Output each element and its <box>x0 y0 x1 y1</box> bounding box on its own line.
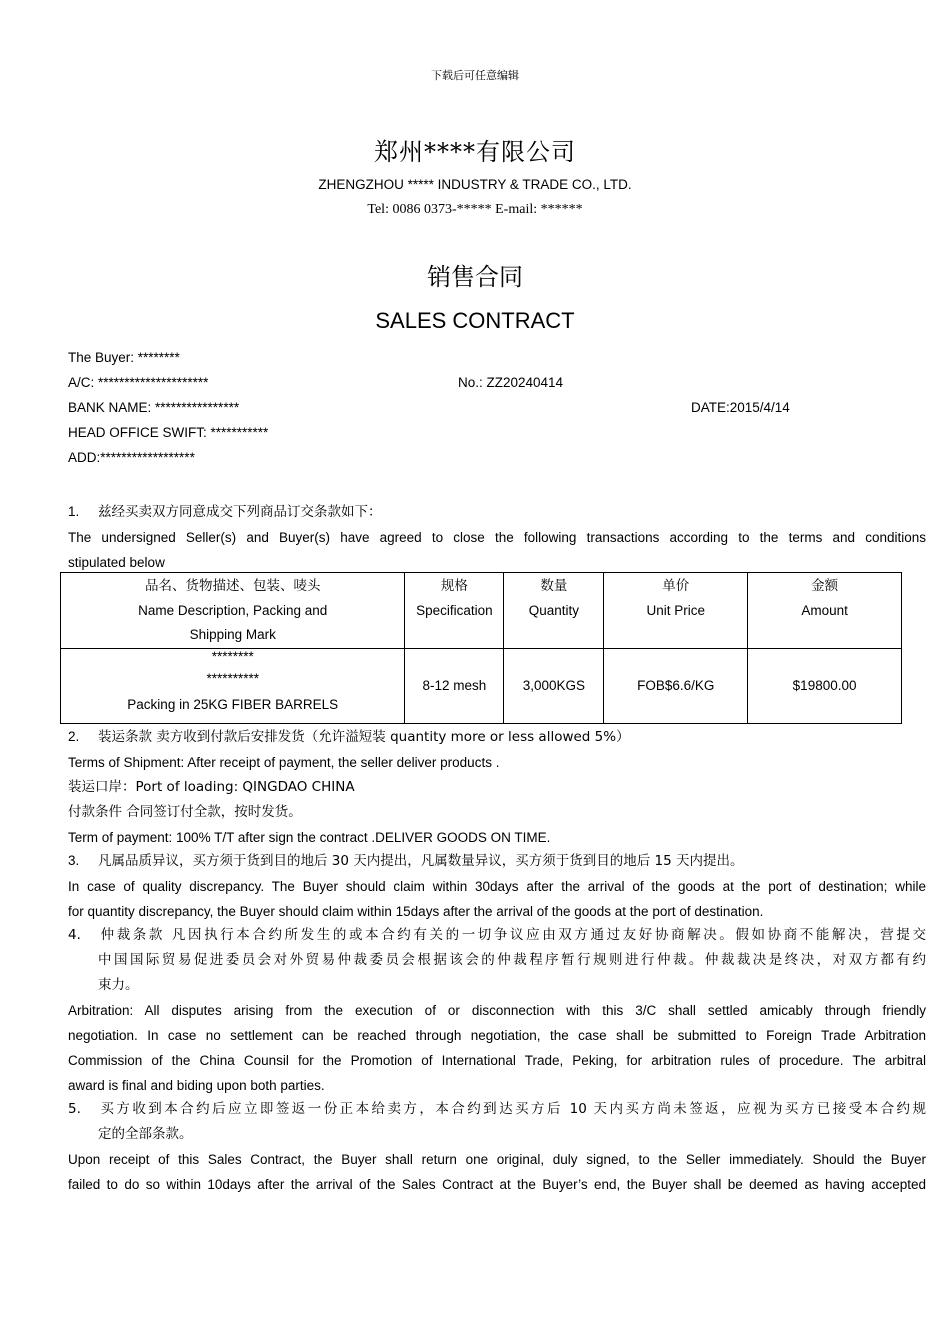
header-unit-price: 单价 Unit Price <box>604 573 748 649</box>
buyer-address: ADD:****************** <box>68 450 195 465</box>
clause-2-port: 装运口岸：Port of loading: QINGDAO CHINA <box>68 779 355 795</box>
clause-4-en-line3: Commission of the China Counsil for the Promotion of International Trade, Peking, for arbitration rules of procedure. The arbitral <box>68 1053 926 1068</box>
buyer-name: The Buyer: ******** <box>68 350 180 365</box>
title-en: SALES CONTRACT <box>375 308 575 333</box>
header-quantity: 数量 Quantity <box>504 573 604 649</box>
company-contact: Tel: 0086 0373-***** E-mail: ****** <box>367 202 583 217</box>
clause-4-en-line4: award is final and biding upon both parties. <box>68 1078 325 1093</box>
clause-5-en-line1: Upon receipt of this Sales Contract, the Buyer shall return one original, duly signed, to the Seller immediately. Should the Buyer <box>68 1152 926 1167</box>
clause-5-cn-line1: 买方收到本合约后应立即签返一份正本给卖方，本合约到达买方后 10 天内买方尚未签返，应视为买方已接受本合约规 <box>98 1101 926 1117</box>
edit-note: 下载后可任意编辑 <box>431 69 519 82</box>
title-cn: 销售合同 <box>427 263 523 291</box>
clause-4-en-line2: negotiation. In case no settlement can be reached through negotiation, the case shall be submitted to Foreign Trade Arbitration <box>68 1028 926 1043</box>
clause-3-en-line2: for quantity discrepancy, the Buyer should claim within 15days after the arrival of the goods at the port of destination. <box>68 904 764 919</box>
goods-table <box>60 572 902 724</box>
bank-name: BANK NAME: **************** <box>68 400 240 415</box>
clause-2-en: Terms of Shipment: After receipt of payment, the seller deliver products . <box>68 755 500 770</box>
clause-2-payment-cn: 付款条件 合同签订付全款，按时发货。 <box>68 804 302 820</box>
clause-4-cn-line2: 中国国际贸易促进委员会对外贸易仲裁委员会根据该会的仲裁程序暂行规则进行仲裁。仲裁裁决是终决，对双方都有约 <box>98 952 926 968</box>
clause-3-en-line1: In case of quality discrepancy. The Buyer should claim within 30days after the arrival of the goods at the port of destination; while <box>68 879 926 894</box>
swift-code: HEAD OFFICE SWIFT: *********** <box>68 425 269 440</box>
cell-specification: 8-12 mesh <box>405 649 504 724</box>
header-amount: 金额 Amount <box>748 573 902 649</box>
cell-unit-price: FOB$6.6/KG <box>604 649 748 724</box>
company-name-en: ZHENGZHOU ***** INDUSTRY & TRADE CO., LTD. <box>318 177 632 192</box>
clause-4-cn-line3: 束力。 <box>98 977 139 993</box>
clause-5-cn-line2: 定的全部条款。 <box>98 1126 193 1142</box>
clause-2-payment-en: Term of payment: 100% T/T after sign the contract .DELIVER GOODS ON TIME. <box>68 830 551 845</box>
clause-3-cn: 凡属品质异议，买方须于货到目的地后 30 天内提出，凡属数量异议，买方须于货到目的地后 15 天内提出。 <box>98 853 744 869</box>
clause-1-number: 1. <box>68 504 80 519</box>
company-name-cn: 郑州****有限公司 <box>374 138 576 166</box>
clause-3-number: 3. <box>68 853 80 868</box>
clause-2-number: 2. <box>68 729 80 744</box>
cell-amount: $19800.00 <box>748 649 902 724</box>
clause-4-number: 4. <box>68 927 81 943</box>
clause-1-cn: 兹经买卖双方同意成交下列商品订交条款如下： <box>98 504 382 520</box>
clause-2 <box>68 724 926 850</box>
clause-5-number: 5. <box>68 1101 81 1117</box>
clause-3 <box>68 848 926 924</box>
clause-4-en-line1: Arbitration: All disputes arising from the execution of or disconnection with this 3/C shall settled amicably through friendly <box>68 1003 926 1018</box>
header-description: 品名、货物描述、包装、唛头 Name Description, Packing and Shipping Mark <box>61 573 405 649</box>
table-row <box>61 649 902 724</box>
table-header-row <box>61 573 902 649</box>
clause-1 <box>68 499 926 575</box>
clause-4 <box>68 923 926 1098</box>
contract-date: DATE:2015/4/14 <box>691 400 790 415</box>
clause-2-cn: 装运条款 卖方收到付款后安排发货（允许溢短装 quantity more or less allowed 5%） <box>98 729 630 745</box>
clause-1-en-line1: The undersigned Seller(s) and Buyer(s) have agreed to close the following transactions according to the terms and conditions <box>68 530 926 545</box>
clause-1-en-line2: stipulated below <box>68 555 165 570</box>
header-specification: 规格 Specification <box>405 573 504 649</box>
contract-number: No.: ZZ20240414 <box>458 375 564 390</box>
clause-5 <box>68 1097 926 1197</box>
cell-description: ******** ********** Packing in 25KG FIBER BARRELS <box>61 649 405 724</box>
clause-5-en-line2: failed to do so within 10days after the arrival of the Sales Contract at the Buyer’s end, the Buyer shall be deemed as having accepted <box>68 1177 926 1192</box>
clause-4-cn-line1: 仲裁条款 凡因执行本合约所发生的或本合约有关的一切争议应由双方通过友好协商解决。假如协商不能解决，营提交 <box>98 927 926 943</box>
cell-quantity: 3,000KGS <box>504 649 604 724</box>
buyer-account: A/C: ********************* <box>68 375 209 390</box>
